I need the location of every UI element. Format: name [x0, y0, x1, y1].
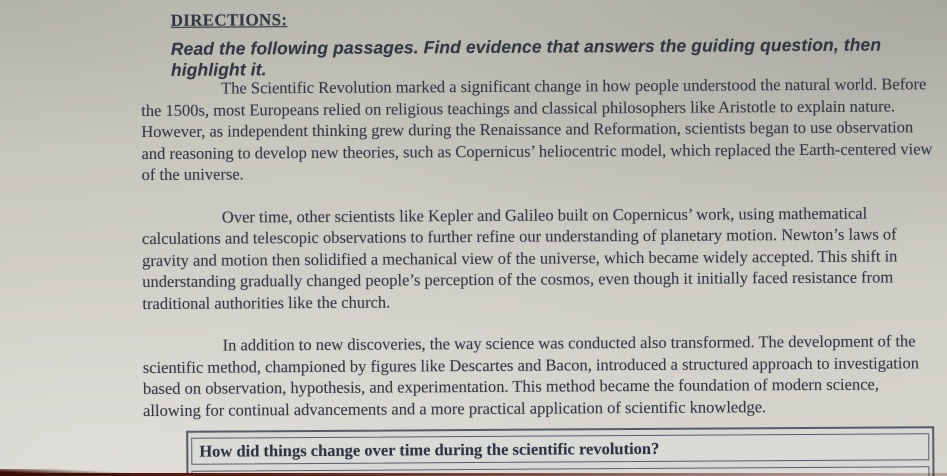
directions-instructions: Read the following passages. Find evidence that answers the guiding question, then highlight it.	[170, 34, 882, 80]
passage-paragraph-2[interactable]: Over time, other scientists like Kepler and Galileo built on Copernicus’ work, using mathematical calculations and telescopic observations to further refine our understanding of planetary motion. Newton’s laws of gravity and motion then solidified a mechanical view of the universe, which became widely accepted. This shift in understanding gradually changed people’s perception of the cosmos, even though it initially faced resistance from traditional authorities like the church.	[141, 203, 898, 313]
passage-paragraph-1[interactable]: The Scientific Revolution marked a significant change in how people understood the natural world. Before the 1500s, most Europeans relied on religious teachings and classical philosophers like Aristotle to explain nature. However, as independent thinking grew during the Renaissance and Reformation, scientists began to use observation and reasoning to develop new theories, such as Copernicus’ heliocentric model, which replaced the Earth-centered view of the universe.	[141, 74, 933, 185]
passages-section	[141, 73, 935, 442]
directions-section	[171, 6, 941, 81]
directions-heading: DIRECTIONS:	[170, 10, 288, 30]
guiding-question-table	[186, 426, 934, 476]
guiding-question-cell: How did things change over time during the scientific revolution?	[191, 433, 929, 465]
photo-corner-artifact	[0, 469, 130, 476]
passage-paragraph-3[interactable]: In addition to new discoveries, the way science was conducted also transformed. The development of the scientific method, championed by figures like Descartes and Bacon, introduced a structured approach to investigation based on observation, hypothesis, and experimentation. This method became the foundation of modern science, allowing for continual advancements and a more practical application of scientific knowledge.	[142, 331, 919, 420]
